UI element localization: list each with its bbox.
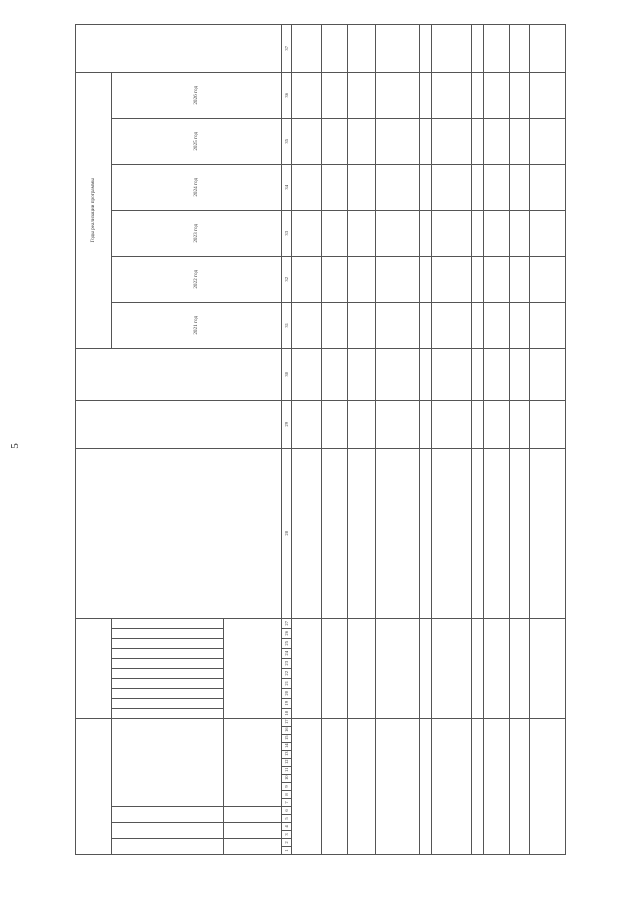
program-table: [75, 24, 566, 855]
table-row: [376, 24, 420, 854]
header-sub-8: [112, 678, 224, 688]
header-sub-11: [112, 648, 224, 658]
header-year-2021: 2021 год: [112, 302, 282, 348]
header-description: [76, 448, 282, 618]
table-row: [432, 24, 472, 854]
header-row-1: [76, 24, 112, 854]
header-unit: [76, 400, 282, 448]
header-sub-9: [112, 668, 224, 678]
header-sub-6: [112, 698, 224, 708]
table-row: [530, 24, 566, 854]
header-sub-3: [112, 807, 224, 823]
table-row: [472, 24, 484, 854]
header-year-2023: 2023 год: [112, 210, 282, 256]
header-year-2022: 2022 год: [112, 256, 282, 302]
header-sub-14: [112, 618, 224, 628]
header-sub-7: [112, 688, 224, 698]
page-number: 5: [8, 443, 21, 449]
header-year-2025: 2025 год: [112, 118, 282, 164]
header-sub-10: [112, 658, 224, 668]
header-program-years: Годы реализации программы: [76, 72, 112, 348]
table-row: [322, 24, 348, 854]
table-row: [510, 24, 530, 854]
table-row: [292, 24, 322, 854]
header-year-2024: 2024 год: [112, 164, 282, 210]
header-sub-13: [112, 628, 224, 638]
header-code-group-b: [76, 618, 112, 718]
header-financial: [76, 348, 282, 400]
table-row: [348, 24, 376, 854]
header-final-value: [76, 24, 282, 72]
header-sub-4: [112, 718, 224, 806]
table-row: [484, 24, 510, 854]
header-sub-12: [112, 638, 224, 648]
header-sub-2: [112, 823, 224, 839]
header-year-2026: 2026 год: [112, 72, 282, 118]
header-code-group-a: [76, 718, 112, 854]
column-number-row: 1 2 3 4 5 6 7 8 9 10 11 12 13 14 15 16 17 18 19 20 21 22 23 24 25 26 27 28 29 30 31 32 33 34 35 36 37: [282, 24, 292, 854]
table-sheet: [75, 45, 605, 855]
header-sub-1: [112, 839, 224, 855]
table-row: [420, 24, 432, 854]
header-sub-5: [112, 708, 224, 718]
